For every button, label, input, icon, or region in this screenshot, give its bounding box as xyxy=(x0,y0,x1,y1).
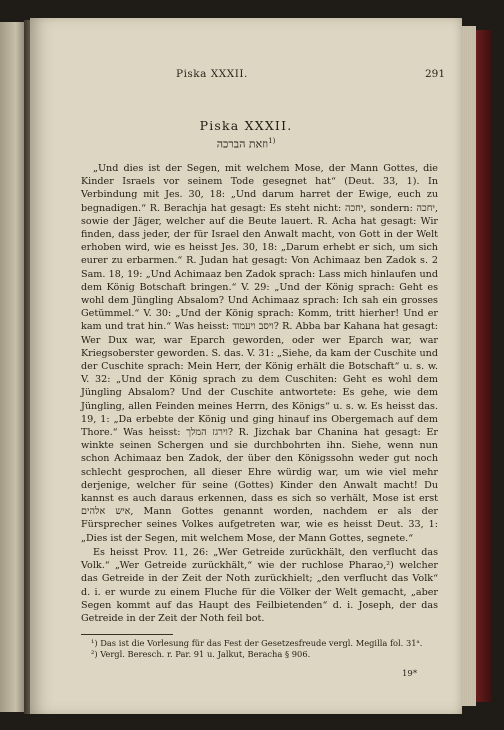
footnote-mark: 1) xyxy=(268,137,276,145)
paragraph-1: „Und dies ist der Segen, mit welchem Mose, der Mann Gottes, die Kinder Israels vor seinem Tode gesegnet hat“ (Deut. 33, 1). In Verbindung mit Jes. 30, 18: „Und darum harret der Ewige, euch zu begnadigen.“ R. Berachja hat gesagt: Es steht nicht: יחכה, sondern: יחכה, sowie der Jäger, welcher auf die Beute lauert. R. Acha hat gesagt: Wir finden, dass jeder, der für Israel den Anwalt macht, von Gott in der Welt erhoben wird, wie es heisst Jes. 30, 18: „Darum erhebt er sich, um sich eurer zu erbarmen.“ R. Judan hat gesagt: Von Achimaaz ben Zadok s. 2 Sam. 18, 19: „Und Achimaaz ben Zadok sprach: Lass mich hinlaufen und dem König Botschaft bringen.“ V. 29: „Und der König sprach: Geht es wohl dem Jüngling Absalom? Und Achimaaz sprach: Ich sah ein grosses Getümmel.“ V. 30: „Und der König sprach: Komm, tritt hierher! Und er kam und trat hin.“ Was heisst: ויסב ויעמוד? R. Abba bar Kahana hat gesagt: Wer Dux war, war Eparch geworden, oder wer Eparch war, war Kriegsoberster geworden. S. das. V. 31: „Siehe, da kam der Cuschite und der Cuschite sprach: Mein Herr, der König erhält die Botschaft“ u. s. w. V. 32: „Und der König sprach zu dem Cuschiten: Geht es wohl dem Jüngling Absalom? Und der Cuschite antwortete: Es gehe, wie dem Jüngling, allen Feinden meines Herrn, des Königs“ u. s. w. Es heisst das. 19, 1: „Da erbebte der König und ging hinauf ins Obergemach auf dem Thore.“ Was heisst: וירגז המלך? R. Jizchak bar Chanina hat gesagt: Er winkte seinen Schergen und sie durchbohrten ihn. Siehe, wenn nun schon Achimaaz ben Zadok, der über den Königssohn weder gut noch schlecht gesprochen, all dieser Ehre würdig war, um wie viel mehr derjenige, welcher für seine (Gottes) Kinder den Anwalt macht! Du kannst es auch daraus erkennen, dass es sich so verhält, Mose ist erst איש אלהים, Mann Gottes genannt worden, nachdem er als der Fürsprecher seines Volkes aufgetreten war, wie es heisst Deut. 33, 1: „Dies ist der Segen, mit welchem Mose, der Mann Gottes, segnete.“ xyxy=(81,163,438,544)
left-page-edge xyxy=(0,22,26,712)
page-number: 291 xyxy=(425,68,446,80)
footnote-1: ¹) Das ist die Vorlesung für das Fest der Gesetzesfreude vergl. Megilla fol. 31ᵃ. xyxy=(91,638,423,648)
footnotes xyxy=(81,638,438,661)
running-head xyxy=(30,68,462,82)
page-block-edge xyxy=(462,26,476,706)
running-head-title: Piska XXXII. xyxy=(176,68,248,80)
footnote-2: ²) Vergl. Beresch. r. Par. 91 u. Jalkut, Beracha § 906. xyxy=(91,649,311,660)
footnote-rule xyxy=(81,634,173,635)
hebrew-title xyxy=(30,137,462,151)
section-heading: Piska XXXII. xyxy=(199,118,293,133)
body-text xyxy=(81,162,438,625)
hebrew-title-text: וזאת הברכה xyxy=(216,137,269,151)
paragraph-2: Es heisst Prov. 11, 26: „Wer Getreide zurückhält, den verflucht das Volk.“ „Wer Getreide zurückhält,“ wie der ruchlose Pharao,²) welcher das Getreide in der Zeit der Noth zurückhielt; „den verflucht das Volk“ d. i. er wurde zu einem Fluche für die Völker der Welt gemacht, „aber Segen kommt auf das Haupt des Feilbietenden“ d. i. Joseph, der das Getreide in der Zeit der Noth feil bot. xyxy=(81,546,438,624)
signature-mark: 19* xyxy=(402,669,418,679)
book-page xyxy=(30,18,462,714)
book-cover-edge xyxy=(476,30,492,702)
